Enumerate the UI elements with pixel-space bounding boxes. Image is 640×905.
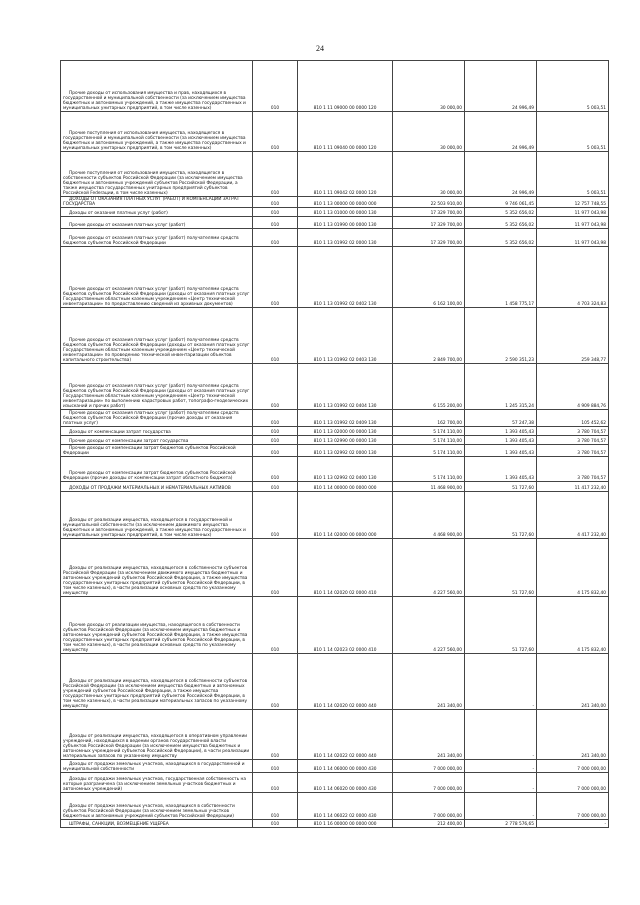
line-code-cell: 010	[253, 482, 298, 492]
unexecuted-amount-cell: 7 000 000,00	[537, 760, 609, 773]
income-name-cell	[61, 197, 253, 208]
income-name-text: Доходы от продажи земельных участков, находящихся в государственной и муниципальной собственности	[63, 762, 245, 773]
income-name-text: ДОХОДЫ ОТ ОКАЗАНИЯ ПЛАТНЫХ УСЛУГ (РАБОТ) И КОМПЕНСАЦИИ ЗАТРАТ ГОСУДАРСТВА	[63, 197, 240, 208]
executed-amount-cell: 1 245 315,24	[465, 364, 537, 410]
income-name-cell	[61, 793, 253, 820]
income-code-cell: 810 1 13 02992 02 0400 130	[298, 457, 393, 482]
income-name-text: Прочие поступления от использования имущества, находящегося в государственной и муниципальной собственности (за исключением имущества бюджетных и автономных учреждений, а также имущества государственных и муниципальных унитарных предприятий, в том числе казенных)	[63, 130, 246, 151]
income-name-cell	[61, 217, 253, 229]
unexecuted-amount-cell: 11 977 043,98	[537, 229, 609, 247]
income-code-cell: 810 1 13 01992 02 0402 130	[298, 247, 393, 308]
income-name-text: Прочие доходы от оказания платных услуг (работ)	[69, 223, 186, 229]
unexecuted-amount-cell: 4 175 832,40	[537, 597, 609, 654]
table-row	[61, 308, 609, 364]
unexecuted-amount-cell: 4 703 324,83	[537, 247, 609, 308]
income-name-text: Доходы от продажи земельных участков, государственная собственность на которые разграничена (за исключением земельных участков бюджетных и автономных учреждений)	[63, 776, 246, 793]
income-name-text: ДОХОДЫ ОТ ПРОДАЖИ МАТЕРИАЛЬНЫХ И НЕМАТЕРИАЛЬНЫХ АКТИВОВ	[69, 486, 231, 492]
line-code-cell: 010	[253, 427, 298, 436]
approved-plan-cell: 241 340,00	[393, 654, 465, 710]
table-row	[61, 410, 609, 427]
executed-amount-cell: -	[465, 793, 537, 820]
income-code-cell: 810 1 14 00000 00 0000 000	[298, 482, 393, 492]
income-name-text: Доходы от реализации имущества, находящегося в оперативном управлении учреждений, находящихся в ведении органов государственной власти субъектов Российской Федерации (за исключением имущества бюджетных и автономных учреждений субъектов Российской Федерации), в части реализации материальных запасов по указанному имуществу	[63, 733, 250, 760]
income-code-cell: 810 1 13 01000 00 0000 130	[298, 208, 393, 217]
unexecuted-amount-cell: 259 348,77	[537, 308, 609, 364]
approved-plan-cell: 6 155 200,00	[393, 364, 465, 410]
executed-amount-cell: 1 458 775,17	[465, 247, 537, 308]
income-code-cell: 810 1 13 01992 02 0409 130	[298, 410, 393, 427]
executed-amount-cell: 57 247,38	[465, 410, 537, 427]
executed-amount-cell: 51 727,60	[465, 597, 537, 654]
income-name-text: Прочие поступления от использования имущества, находящегося в собственности субъектов Российской Федерации (за исключением имущества бюджетных и автономных учреждений субъектов Российской Федерации, а также имущества государственных унитарных предприятий субъектов Российской Federации, в том числе казенных)	[63, 170, 243, 196]
line-code-cell: 010	[253, 112, 298, 152]
line-code-cell: 010	[253, 793, 298, 820]
table-row	[61, 793, 609, 820]
income-code-cell: 810 1 14 06020 00 0000 430	[298, 773, 393, 793]
approved-plan-cell: 22 503 910,00	[393, 197, 465, 208]
table-row	[61, 427, 609, 436]
table-row	[61, 597, 609, 654]
line-code-cell: 010	[253, 773, 298, 793]
line-code-cell: 010	[253, 208, 298, 217]
unexecuted-amount-cell: 7 000 000,00	[537, 793, 609, 820]
income-code-cell: 810 1 14 02023 02 0000 410	[298, 597, 393, 654]
unexecuted-amount-cell: 5 003,51	[537, 112, 609, 152]
income-code-cell: 810 1 14 02020 02 0000 440	[298, 654, 393, 710]
table-row	[61, 654, 609, 710]
executed-amount-cell: 51 727,60	[465, 482, 537, 492]
income-name-text: Прочие доходы от компенсации затрат бюджетов субъектов Российской Федерации	[63, 446, 236, 457]
executed-amount-cell: 24 996,49	[465, 152, 537, 197]
line-code-cell: 010	[253, 445, 298, 457]
executed-amount-cell: 5 352 656,02	[465, 208, 537, 217]
table-row	[61, 61, 609, 112]
income-name-text: Доходы от продажи земельных участков, находящихся в собственности субъектов Российской Федерации (за исключением земельных участков бюджетных и автономных учреждений субъектов Российской Федерации)	[63, 803, 235, 820]
income-name-text: Доходы от реализации имущества, находящегося в собственности субъектов Российской Федерации (за исключением имущества бюджетных и автономных учреждений субъектов Российской Федерации, а также имущества государственных унитарных предприятий субъектов Российской Федерации, в том числе казенных), в части реализации материальных запасов по указанному имуществу	[63, 678, 248, 710]
income-name-cell	[61, 364, 253, 410]
executed-amount-cell: -	[465, 760, 537, 773]
income-name-text: Прочие доходы от компенсации затрат бюджетов субъектов Российской Федерации (прочие доходы от компенсации затрат областного бюджета)	[63, 471, 236, 482]
approved-plan-cell: 241 340,00	[393, 710, 465, 760]
income-name-cell	[61, 247, 253, 308]
approved-plan-cell: 5 174 110,00	[393, 436, 465, 445]
table-row	[61, 760, 609, 773]
income-code-cell: 810 1 11 09040 00 0000 120	[298, 112, 393, 152]
approved-plan-cell: 30 000,00	[393, 61, 465, 112]
line-code-cell: 010	[253, 197, 298, 208]
executed-amount-cell: -	[465, 654, 537, 710]
income-code-cell: 810 1 14 06000 00 0000 430	[298, 760, 393, 773]
table-row	[61, 197, 609, 208]
income-code-cell: 810 1 14 02020 02 0000 410	[298, 539, 393, 597]
table-row	[61, 492, 609, 539]
unexecuted-amount-cell: 5 003,51	[537, 152, 609, 197]
income-name-cell	[61, 436, 253, 445]
table-row	[61, 539, 609, 597]
income-name-text: Прочие доходы от оказания платных услуг (работ) получателями средств бюджетов субъектов Российской Федерации (доходы от оказания платных услуг Государственным областным казенным учреждением «Центр технической инвентаризации» по проведению технической инвентаризации объектов капитального строительства)	[63, 337, 250, 364]
income-code-cell: 810 1 13 01992 02 0000 130	[298, 229, 393, 247]
income-name-text: Прочие доходы от оказания платных услуг (работ) получателями средств бюджетов субъектов Российской Федерации	[63, 236, 239, 247]
income-name-text: Прочие доходы от оказания платных услуг (работ) получателями средств бюджетов субъектов Российской Федерации (прочие доходы от оказания платных услуг)	[63, 410, 239, 427]
income-name-cell	[61, 654, 253, 710]
approved-plan-cell: 17 329 700,00	[393, 229, 465, 247]
approved-plan-cell: 11 468 900,00	[393, 482, 465, 492]
executed-amount-cell: 24 996,49	[465, 61, 537, 112]
income-name-cell	[61, 492, 253, 539]
line-code-cell: 010	[253, 364, 298, 410]
line-code-cell: 010	[253, 247, 298, 308]
line-code-cell: 010	[253, 597, 298, 654]
income-name-cell	[61, 457, 253, 482]
unexecuted-amount-cell: 11 417 232,40	[537, 482, 609, 492]
line-code-cell: 010	[253, 410, 298, 427]
table-row	[61, 208, 609, 217]
line-code-cell: 010	[253, 539, 298, 597]
approved-plan-cell: 4 468 900,00	[393, 492, 465, 539]
table-row	[61, 364, 609, 410]
executed-amount-cell: 1 393 405,43	[465, 427, 537, 436]
income-name-text: Доходы от оказания платных услуг (работ)	[69, 211, 168, 217]
income-name-cell	[61, 482, 253, 492]
line-code-cell: 010	[253, 217, 298, 229]
income-code-cell: 810 1 13 01990 00 0000 130	[298, 217, 393, 229]
executed-amount-cell: -	[465, 773, 537, 793]
table-row	[61, 773, 609, 793]
approved-plan-cell: 17 329 700,00	[393, 208, 465, 217]
income-name-text: Прочие доходы от оказания платных услуг (работ) получателями средств бюджетов субъектов Российской Федерации (доходы от оказания платных услуг Государственным областным казенным учреждением «Центр технической инвентаризации» по предоставлению сведений из архивных документов)	[63, 286, 250, 308]
executed-amount-cell: 2 778 576,65	[465, 820, 537, 828]
executed-amount-cell: 9 746 061,45	[465, 197, 537, 208]
line-code-cell: 010	[253, 229, 298, 247]
income-name-text: Прочие доходы от оказания платных услуг (работ) получателями средств бюджетов субъектов Российской Федерации (доходы от оказания платных услуг Государственным областным казенным учреждением «Центр технической инвентаризации» по выполнению кадастровых работ, топографо-геодезических изысканий и прочих работ)	[63, 383, 250, 410]
line-code-cell: 010	[253, 820, 298, 828]
income-name-cell	[61, 229, 253, 247]
table-row	[61, 436, 609, 445]
income-name-text: Доходы от реализации имущества, находящегося в государственной и муниципальной собственности (за исключением движимого имущества бюджетных и автономных учреждений, а также имущества государственных и муниципальных унитарных предприятий, в том числе казенных)	[63, 517, 246, 539]
approved-plan-cell: 5 174 110,00	[393, 457, 465, 482]
income-name-text: Доходы от компенсации затрат государства	[69, 430, 171, 436]
unexecuted-amount-cell: 3 780 704,57	[537, 427, 609, 436]
income-name-text: Прочие доходы от использования имущества и прав, находящихся в государственной и муниципальной собственности (за исключением имущества бюджетных и автономных учреждений, а также имущества государственных и муниципальных унитарных предприятий, в том числе казенных)	[63, 90, 246, 111]
unexecuted-amount-cell: 7 000 000,00	[537, 773, 609, 793]
income-code-cell: 810 1 13 02000 00 0000 130	[298, 427, 393, 436]
line-code-cell: 010	[253, 654, 298, 710]
income-name-cell	[61, 760, 253, 773]
approved-plan-cell: 4 227 560,00	[393, 539, 465, 597]
unexecuted-amount-cell: 11 977 043,98	[537, 208, 609, 217]
unexecuted-amount-cell: 3 780 704,57	[537, 445, 609, 457]
table-row	[61, 217, 609, 229]
income-code-cell: 810 1 13 02992 02 0000 130	[298, 445, 393, 457]
approved-plan-cell: 4 227 560,00	[393, 597, 465, 654]
income-name-cell	[61, 710, 253, 760]
line-code-cell: 010	[253, 760, 298, 773]
executed-amount-cell: 2 590 351,23	[465, 308, 537, 364]
executed-amount-cell: 24 996,49	[465, 112, 537, 152]
income-name-cell	[61, 820, 253, 828]
executed-amount-cell: 1 393 405,43	[465, 445, 537, 457]
approved-plan-cell: 5 174 110,00	[393, 445, 465, 457]
approved-plan-cell: 7 000 000,00	[393, 793, 465, 820]
revenue-table-body	[61, 61, 609, 828]
table-row	[61, 152, 609, 197]
income-code-cell: 810 1 14 06022 02 0000 430	[298, 793, 393, 820]
income-name-cell	[61, 427, 253, 436]
approved-plan-cell: 2 849 700,00	[393, 308, 465, 364]
executed-amount-cell: 1 393 405,43	[465, 436, 537, 445]
income-name-text: Прочие доходы от реализации имущества, находящегося в собственности субъектов Российской Федерации (за исключением имущества бюджетных и автономных учреждений субъектов Российской Федерации, а также имущества государственных унитарных предприятий субъектов Российской Федерации, в том числе казенных), в части реализации основных средств по указанному имуществу	[63, 622, 248, 654]
approved-plan-cell: 30 000,00	[393, 112, 465, 152]
income-name-text: ШТРАФЫ, САНКЦИИ, ВОЗМЕЩЕНИЕ УЩЕРБА	[69, 822, 169, 828]
approved-plan-cell: 7 000 000,00	[393, 760, 465, 773]
approved-plan-cell: 212 400,00	[393, 820, 465, 828]
unexecuted-amount-cell: 11 977 043,98	[537, 217, 609, 229]
unexecuted-amount-cell: 3 780 704,57	[537, 436, 609, 445]
revenue-table	[60, 60, 609, 828]
approved-plan-cell: 17 329 700,00	[393, 217, 465, 229]
income-name-cell	[61, 208, 253, 217]
approved-plan-cell: 30 000,00	[393, 152, 465, 197]
income-name-cell	[61, 597, 253, 654]
table-row	[61, 112, 609, 152]
executed-amount-cell: 51 727,60	[465, 492, 537, 539]
line-code-cell: 010	[253, 308, 298, 364]
income-name-cell	[61, 539, 253, 597]
table-row	[61, 229, 609, 247]
income-name-cell	[61, 112, 253, 152]
income-code-cell: 810 1 13 00000 00 0000 000	[298, 197, 393, 208]
income-code-cell: 810 1 14 02000 00 0000 000	[298, 492, 393, 539]
income-name-cell	[61, 61, 253, 112]
approved-plan-cell: 162 700,00	[393, 410, 465, 427]
approved-plan-cell: 5 174 110,00	[393, 427, 465, 436]
line-code-cell: 010	[253, 492, 298, 539]
unexecuted-amount-cell: 105 452,62	[537, 410, 609, 427]
approved-plan-cell: 6 162 100,00	[393, 247, 465, 308]
income-code-cell: 810 1 16 00000 00 0000 000	[298, 820, 393, 828]
line-code-cell: 010	[253, 710, 298, 760]
income-name-cell	[61, 445, 253, 457]
unexecuted-amount-cell: 12 757 748,55	[537, 197, 609, 208]
income-code-cell: 810 1 11 09042 02 0000 120	[298, 152, 393, 197]
income-code-cell: 810 1 14 02022 02 0000 440	[298, 710, 393, 760]
line-code-cell: 010	[253, 457, 298, 482]
unexecuted-amount-cell: -	[537, 820, 609, 828]
table-row	[61, 482, 609, 492]
unexecuted-amount-cell: 3 780 704,57	[537, 457, 609, 482]
executed-amount-cell: -	[465, 710, 537, 760]
income-code-cell: 810 1 13 01992 02 0403 130	[298, 308, 393, 364]
income-name-cell	[61, 152, 253, 197]
table-row	[61, 247, 609, 308]
unexecuted-amount-cell: 241 340,00	[537, 654, 609, 710]
executed-amount-cell: 5 352 656,02	[465, 217, 537, 229]
income-name-cell	[61, 773, 253, 793]
income-code-cell: 810 1 13 01992 02 0404 130	[298, 364, 393, 410]
income-name-cell	[61, 308, 253, 364]
line-code-cell: 010	[253, 436, 298, 445]
table-row	[61, 820, 609, 828]
unexecuted-amount-cell: 4 909 884,76	[537, 364, 609, 410]
income-code-cell: 810 1 13 02990 00 0000 130	[298, 436, 393, 445]
unexecuted-amount-cell: 4 417 232,40	[537, 492, 609, 539]
table-row	[61, 710, 609, 760]
income-name-text: Прочие доходы от компенсации затрат государства	[69, 439, 189, 445]
line-code-cell: 010	[253, 61, 298, 112]
executed-amount-cell: 1 393 405,43	[465, 457, 537, 482]
income-name-text: Доходы от реализации имущества, находящегося в собственности субъектов Российской Федерации (за исключением движимого имущества бюджетных и автономных учреждений субъектов Российской Федерации, а также имущества государственных унитарных предприятий субъектов Российской Федерации, в том числе казенных), в части реализации основных средств по указанному имуществу	[63, 565, 248, 597]
income-code-cell: 810 1 11 09000 00 0000 120	[298, 61, 393, 112]
executed-amount-cell: 5 352 656,02	[465, 229, 537, 247]
income-name-cell	[61, 410, 253, 427]
line-code-cell: 010	[253, 152, 298, 197]
unexecuted-amount-cell: 5 003,51	[537, 61, 609, 112]
table-row	[61, 457, 609, 482]
unexecuted-amount-cell: 241 340,00	[537, 710, 609, 760]
unexecuted-amount-cell: 4 175 832,40	[537, 539, 609, 597]
table-row	[61, 445, 609, 457]
page-number: 24	[316, 44, 324, 53]
approved-plan-cell: 7 000 000,00	[393, 773, 465, 793]
executed-amount-cell: 51 727,60	[465, 539, 537, 597]
